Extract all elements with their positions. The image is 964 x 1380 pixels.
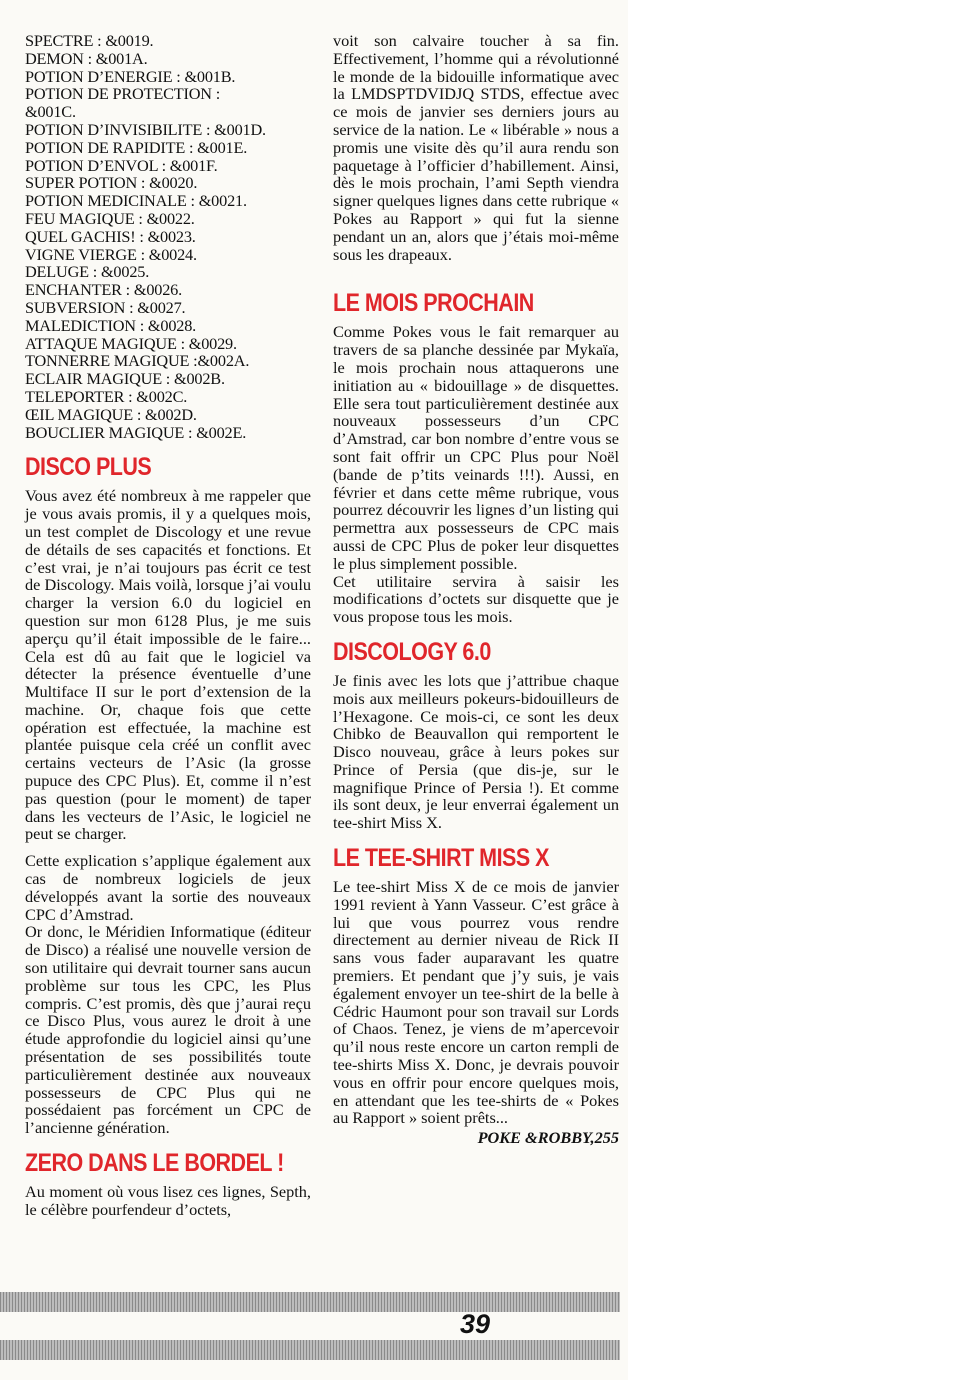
code-line: TELEPORTER : &002C.: [25, 386, 188, 406]
code-line: VIGNE VIERGE : &0024.: [25, 244, 197, 264]
intro-paragraph: voit son calvaire toucher à sa fin. Effectivement, l’homme qui a révolutionné le monde de la bidouille informatique avec la LMDSPTDVIDJQ STDS, effectue avec ce mois de janvier ses derniers jours au service de la nation. Le « libérable » nous a promis une visite dès qu’il aura rendu son paquetage à l’officier d’habillement. Ainsi, dès le mois prochain, l’ami Septh viendra signer quelques lignes dans cette rubrique « Pokes au Rapport » qui fut la sienne pendant un an, alors que j’étais moi-même sous les drapeaux.: [333, 31, 619, 264]
code-line: FEU MAGIQUE : &0022.: [25, 208, 195, 228]
tee-shirt-paragraph-1: Le tee-shirt Miss X de ce mois de janvier 1991 revient à Yann Vasseur. C’est grâce à lui que vous pourrez vous rendre directement au dernier niveau de Rick II sans vous fader auparavant les quatre premiers. Et pendant que j’y suis, je vais également envoyer un tee-shirt de la belle à Cédric Haumont pour son travail sur Lords of Chaos. Tenez, je viens de m’apercevoir qu’il nous reste encore un carton rempli de tee-shirts Miss X. Donc, je devrais pouvoir vous en offrir pour encore quelques mois, en attendant que les tee-shirts de « Pokes au Rapport » soient prêts...: [333, 877, 619, 1128]
code-line: ŒIL MAGIQUE : &002D.: [25, 404, 197, 424]
signature: POKE &ROBBY,255: [477, 1128, 619, 1148]
mois-paragraph-2: Cet utilitaire servira à saisir les modifications d’octets sur disquette que je vous propose tous les mois.: [333, 571, 619, 627]
disco-plus-paragraph-3: Or donc, le Méridien Informatique (éditeur de Disco) a réalisé une nouvelle version de son utilitaire qui devrait tourner sans aucun problème sur tous les CPC, les Plus compris. C’est promis, dès que j’aurai reçu ce Disco Plus, vous aurez le droit à une étude approfondie du logiciel ainsi qu’une présentation de ses possibilités toute particulièrement destinée aux nouveaux possesseurs de CPC Plus qui ne possédaient pas forcément un CPC de l’ancienne génération.: [25, 922, 311, 1138]
page-number: 39: [460, 1309, 491, 1339]
section-heading-zero: ZERO DANS LE BORDEL !: [25, 1149, 284, 1178]
code-line: POTION DE PROTECTION :: [25, 84, 221, 104]
code-line: TONNERRE MAGIQUE :&002A.: [25, 351, 250, 371]
code-line: POTION DE RAPIDITE : &001E.: [25, 137, 248, 157]
code-list: [25, 32, 311, 441]
code-line: DELUGE : &0025.: [25, 262, 150, 282]
left-column: [25, 32, 311, 1219]
footer-band-bottom: [0, 1340, 620, 1360]
right-column: [333, 32, 619, 1147]
code-line: &001C.: [25, 102, 76, 122]
section-heading-discology: DISCOLOGY 6.0: [333, 637, 491, 666]
zero-paragraph-1: Au moment où vous lisez ces lignes, Septh, le célèbre pourfendeur d’octets,: [25, 1182, 311, 1219]
mois-paragraph-1: Comme Pokes vous le fait remarquer au travers de sa planche dessinée par Mykaïa, le mois prochain nous attaquerons une initiation au « bidouillage » de disquettes. Elle sera tout particulièrement destinée aux nouveaux possesseurs d’un CPC d’Amstrad, car bon nombre d’entre vous se sont fait offrir un CPC Plus pour Noël (bande de p’tits veinards !!!). Aussi, en février et dans cette même rubrique, vous pourrez découvrir les lignes d’un listing qui permettra aux possesseurs de CPC mais aussi de CPC Plus de poker leur disquettes le plus simplement possible.: [333, 322, 619, 573]
code-line: SPECTRE : &0019.: [25, 31, 154, 50]
code-line: ECLAIR MAGIQUE : &002B.: [25, 369, 225, 389]
code-line: QUEL GACHIS! : &0023.: [25, 226, 196, 246]
disco-plus-paragraph-2: Cette explication s’applique également aux cas de nombreux logiciels de jeux développés avant la sortie des nouveaux CPC d’Amstrad.: [25, 851, 311, 924]
discology-paragraph-1: Je finis avec les lots que j’attribue chaque mois aux meilleurs pokeurs-bidouilleurs de l’Hexagone. Ce mois-ci, ce sont les deux Chibko de Beauvallon qui remportent le Disco nouveau, grâce à leurs pokes sur Prince of Persia (que dis-je, sur le magnifique Prince of Persia !). Et comme ils sont deux, je leur enverrai également un tee-shirt Miss X.: [333, 670, 619, 833]
code-line: SUPER POTION : &0020.: [25, 173, 198, 193]
section-heading-tee-shirt: LE TEE-SHIRT MISS X: [333, 844, 549, 873]
code-line: POTION D’ENVOL : &001F.: [25, 155, 218, 175]
code-line: ENCHANTER : &0026.: [25, 280, 182, 300]
section-heading-mois-prochain: LE MOIS PROCHAIN: [333, 289, 534, 318]
code-line: MALEDICTION : &0028.: [25, 315, 197, 335]
code-line: ATTAQUE MAGIQUE : &0029.: [25, 333, 237, 353]
code-line: DEMON : &001A.: [25, 48, 148, 68]
code-line: POTION D’INVISIBILITE : &001D.: [25, 119, 266, 139]
code-line: SUBVERSION : &0027.: [25, 297, 186, 317]
code-line: BOUCLIER MAGIQUE : &002E.: [25, 422, 247, 442]
code-line: POTION MEDICINALE : &0021.: [25, 191, 247, 211]
disco-plus-paragraph-1: Vous avez été nombreux à me rappeler que je vous avais promis, il y a quelques mois, un test complet de Discology et une revue de détails de ses capacités et fonctions. Et c’est vrai, je n’ai toujours pas écrit ce test de Discology. Mais voilà, lorsque j’ai voulu charger la version 6.0 du logiciel en question sur mon 6128 Plus, je me suis aperçu qu’il était impossible de le faire... Cela est dû au fait que le logiciel va détecter la présence éventuelle d’une Multiface II sur le port d’extension de la machine. Or, chaque fois que cette opération est effectuée, la machine est plantée puisque cela créé un conflit avec certains vecteurs de l’Asic (la grosse pupuce des CPC Plus). Et, comme il n’est pas question (pour le moment) de taper dans les vecteurs de l’Asic, le logiciel ne peut se charger.: [25, 486, 311, 844]
footer-band-top: [0, 1292, 620, 1312]
code-line: POTION D’ENERGIE : &001B.: [25, 66, 236, 86]
section-heading-disco-plus: DISCO PLUS: [25, 453, 152, 482]
